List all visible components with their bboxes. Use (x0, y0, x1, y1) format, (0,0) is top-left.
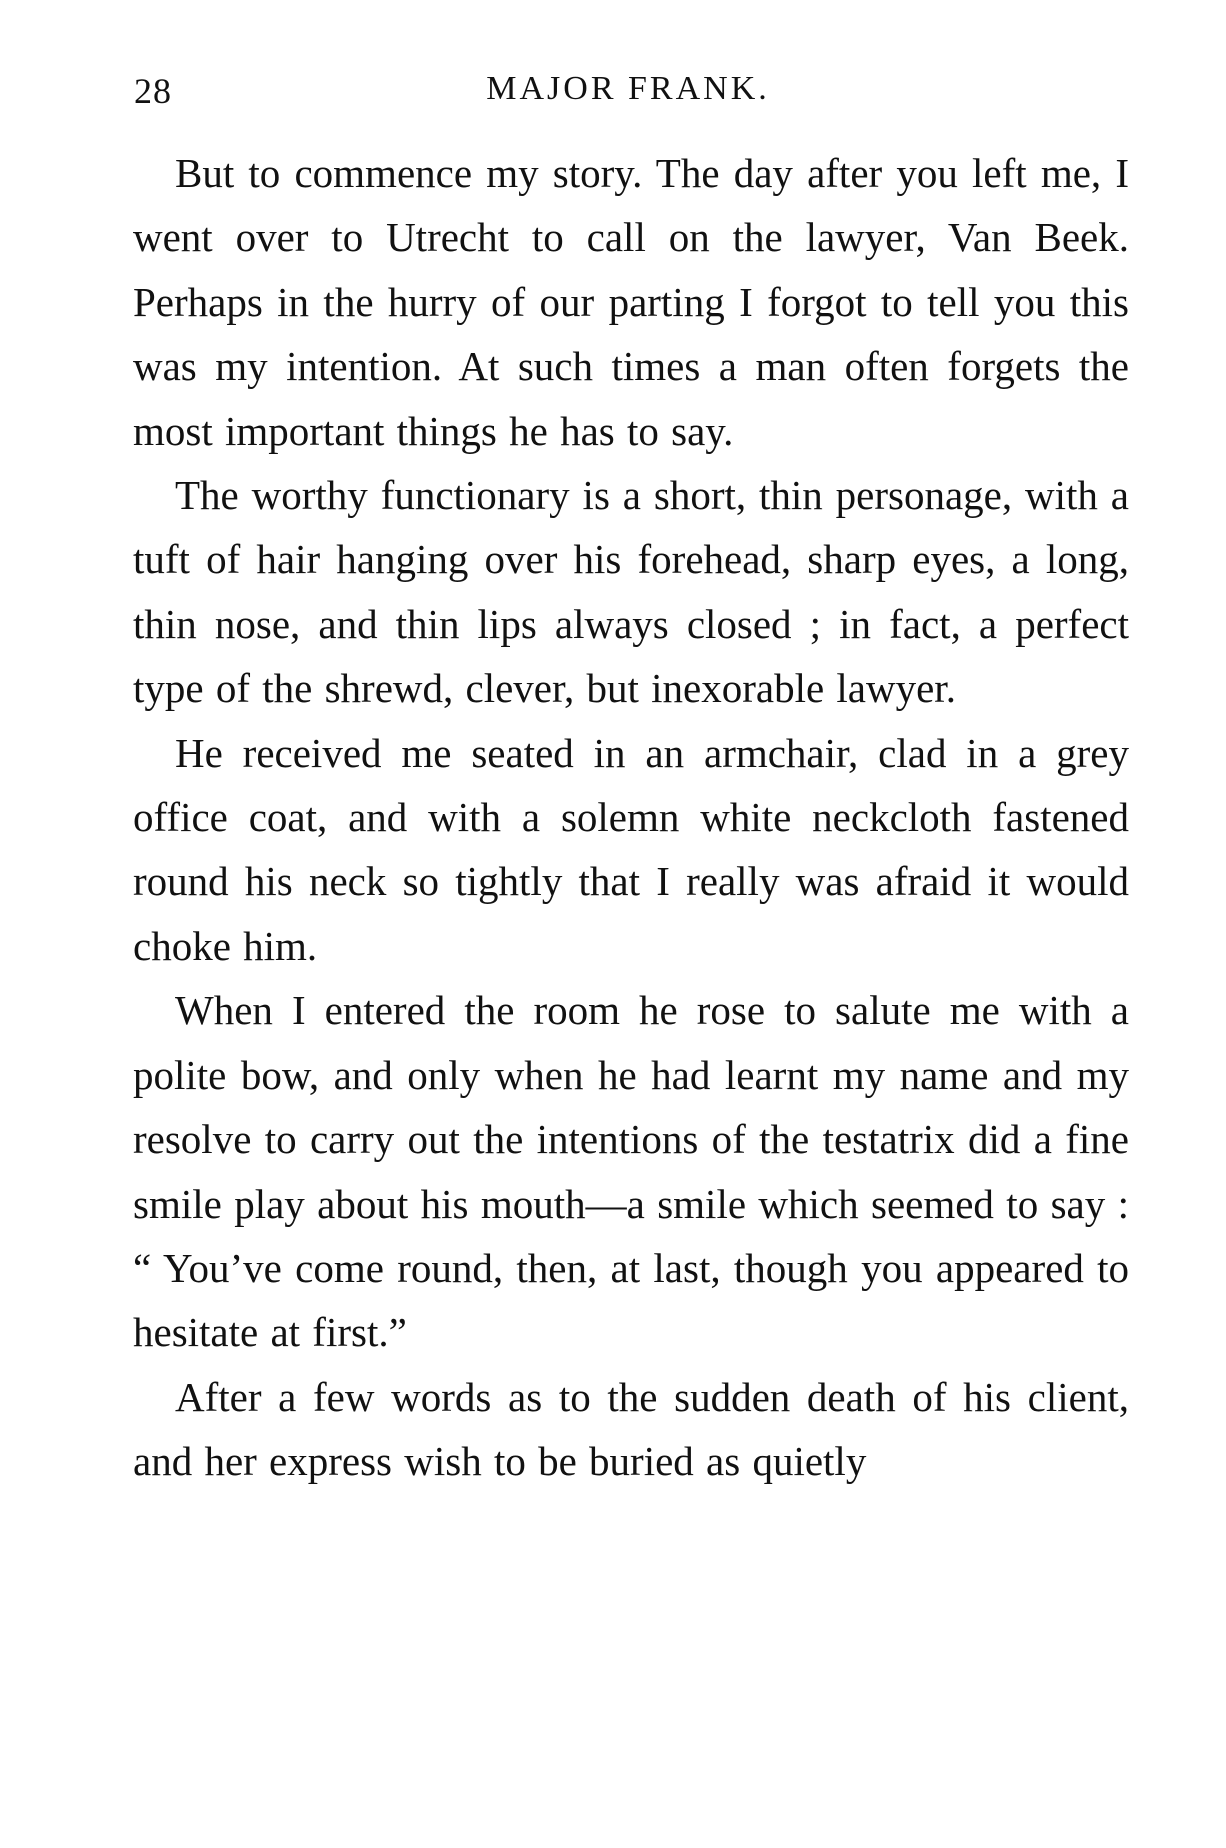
running-head (128, 70, 1128, 120)
paragraph-3: He received me seated in an armchair, clad in a grey office coat, and with a solemn white neckcloth fastened round his neck so tightly that I really was afraid it would choke him. (133, 729, 1129, 969)
paragraph-2: The worthy functionary is a short, thin personage, with a tuft of hair hanging over his forehead, sharp eyes, a long, thin nose, and thin lips always closed ; in fact, a perfect type of the shrewd, clever, but inexorable lawyer. (133, 472, 1129, 712)
body-text (133, 141, 1129, 1494)
page-number: 28 (134, 71, 172, 111)
running-title: MAJOR FRANK. (486, 70, 770, 107)
paragraph-4: When I entered the room he rose to salute me with a polite bow, and only when he had learnt my name and my resolve to carry out the intentions of the testatrix did a fine smile play about his mouth—a smile which seemed to say : “ You’ve come round, then, at last, though you appeared to hesitate at first.” (133, 987, 1129, 1356)
paragraph-5: After a few words as to the sudden death of his client, and her express wish to be buried as quietly (133, 1373, 1129, 1485)
paragraph-1: But to commence my story. The day after you left me, I went over to Utrecht to call on the lawyer, Van Beek. Perhaps in the hurry of our parting I forgot to tell you this was my intention. At such times a man often forgets the most important things he has to say. (133, 150, 1129, 454)
